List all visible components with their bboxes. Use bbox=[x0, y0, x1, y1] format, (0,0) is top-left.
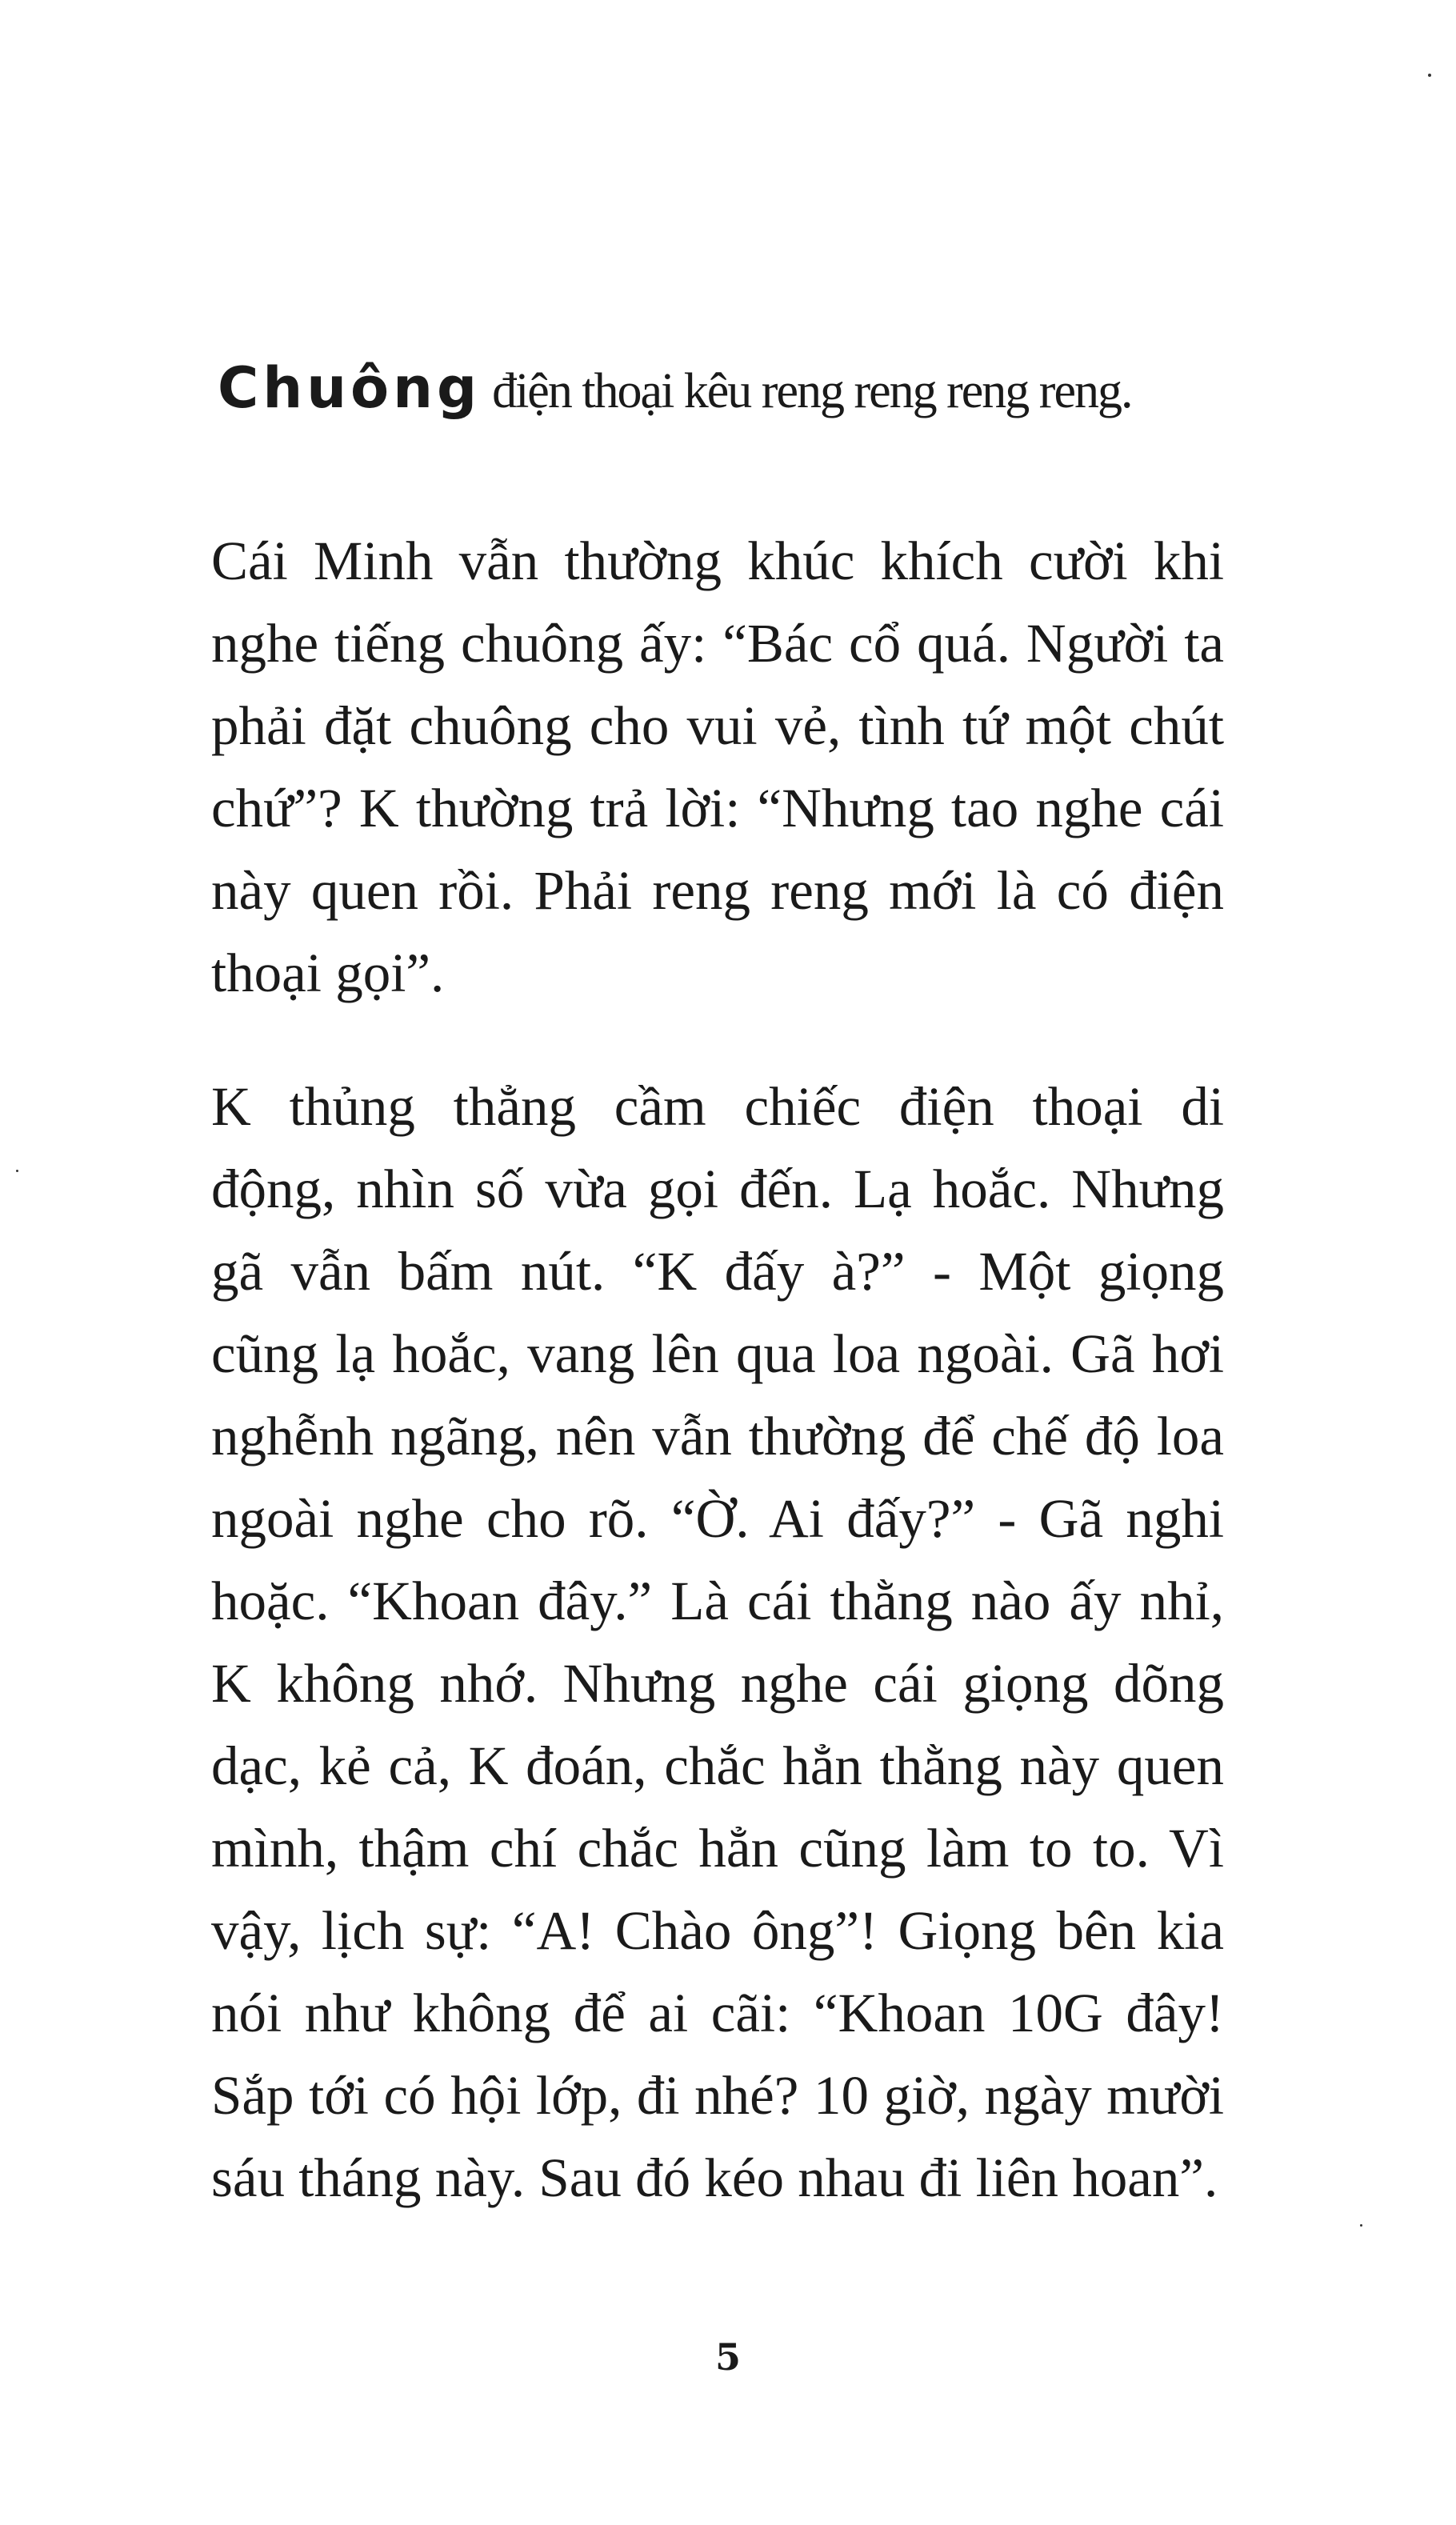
paragraph-line: ngoài nghe cho rõ. “Ờ. Ai đấy?” - Gã nghi bbox=[211, 1488, 1224, 1549]
paragraph-line: phải đặt chuông cho vui vẻ, tình tứ một chút bbox=[211, 695, 1224, 756]
paragraph-2 bbox=[211, 1066, 1224, 2219]
paragraph-line: dạc, kẻ cả, K đoán, chắc hẳn thằng này quen bbox=[211, 1735, 1224, 1796]
paragraph-line: K không nhớ. Nhưng nghe cái giọng dõng bbox=[211, 1653, 1224, 1714]
paragraph-line: gã vẫn bấm nút. “K đấy à?” - Một giọng bbox=[211, 1241, 1224, 1302]
paragraph-line: nghe tiếng chuông ấy: “Bác cổ quá. Người ta bbox=[211, 613, 1224, 674]
paragraph-line: hoặc. “Khoan đây.” Là cái thằng nào ấy nhỉ, bbox=[211, 1571, 1224, 1631]
paragraph-line: K thủng thẳng cầm chiếc điện thoại di bbox=[211, 1076, 1224, 1137]
paragraph-line: động, nhìn số vừa gọi đến. Lạ hoắc. Nhưng bbox=[211, 1158, 1224, 1219]
paragraph-line: nghễnh ngãng, nên vẫn thường để chế độ loa bbox=[211, 1406, 1224, 1467]
paragraph-line: nói như không để ai cãi: “Khoan 10G đây! bbox=[211, 1983, 1224, 2043]
print-speck bbox=[16, 1170, 18, 1172]
paragraph-line: cũng lạ hoắc, vang lên qua loa ngoài. Gã hơi bbox=[211, 1323, 1224, 1384]
opening-line bbox=[218, 352, 1258, 427]
print-speck bbox=[1360, 2224, 1362, 2227]
opening-rest: điện thoại kêu reng reng reng reng. bbox=[492, 364, 1132, 418]
paragraph-line: Cái Minh vẫn thường khúc khích cười khi bbox=[211, 530, 1224, 591]
opening-first-word: Chuông bbox=[218, 355, 482, 421]
paragraph-line: vậy, lịch sự: “A! Chào ông”! Giọng bên kia bbox=[211, 1900, 1224, 1961]
page-number: 5 bbox=[714, 2335, 741, 2379]
paragraph-line: thoại gọi”. bbox=[211, 942, 445, 1003]
paragraph-line: này quen rồi. Phải reng reng mới là có điện bbox=[211, 860, 1224, 921]
paragraph-line: sáu tháng này. Sau đó kéo nhau đi liên hoan”. bbox=[211, 2147, 1218, 2208]
paragraph-line: Sắp tới có hội lớp, đi nhé? 10 giờ, ngày mười bbox=[211, 2065, 1224, 2126]
paragraph-line: chứ”? K thường trả lời: “Nhưng tao nghe cái bbox=[211, 778, 1224, 838]
paragraph-line: mình, thậm chí chắc hẳn cũng làm to to. Vì bbox=[211, 1818, 1224, 1879]
paragraph-1 bbox=[211, 520, 1224, 1014]
print-speck bbox=[1428, 74, 1431, 77]
